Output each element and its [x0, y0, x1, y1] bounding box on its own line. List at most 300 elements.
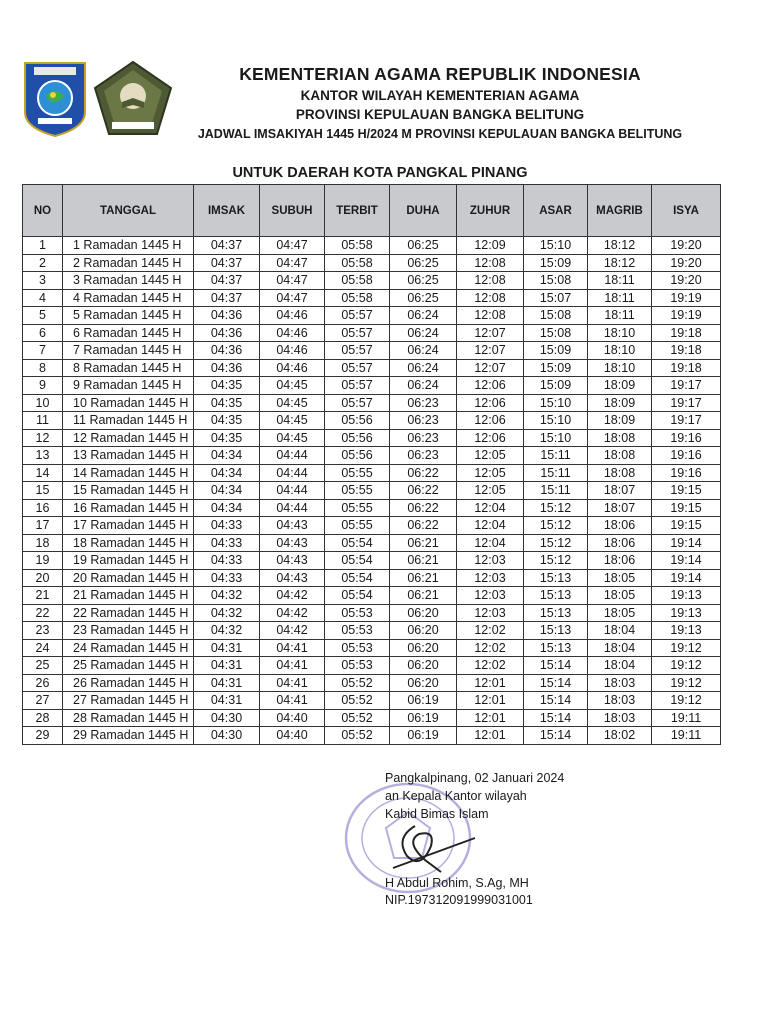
cell-imsak: 04:31: [194, 639, 260, 657]
cell-subuh: 04:44: [260, 447, 325, 465]
cell-tanggal: 8 Ramadan 1445 H: [63, 359, 194, 377]
cell-duha: 06:19: [390, 727, 457, 745]
cell-magrib: 18:09: [588, 412, 652, 430]
cell-tanggal: 6 Ramadan 1445 H: [63, 324, 194, 342]
cell-terbit: 05:53: [325, 639, 390, 657]
cell-no: 26: [23, 674, 63, 692]
cell-subuh: 04:42: [260, 622, 325, 640]
cell-no: 25: [23, 657, 63, 675]
cell-duha: 06:25: [390, 289, 457, 307]
cell-isya: 19:17: [652, 394, 721, 412]
cell-zuhur: 12:01: [457, 674, 524, 692]
cell-duha: 06:24: [390, 377, 457, 395]
cell-subuh: 04:43: [260, 517, 325, 535]
cell-magrib: 18:11: [588, 272, 652, 290]
cell-asar: 15:08: [524, 307, 588, 325]
cell-asar: 15:09: [524, 254, 588, 272]
cell-isya: 19:12: [652, 639, 721, 657]
cell-no: 27: [23, 692, 63, 710]
cell-terbit: 05:55: [325, 482, 390, 500]
cell-magrib: 18:04: [588, 657, 652, 675]
cell-zuhur: 12:04: [457, 499, 524, 517]
cell-isya: 19:13: [652, 604, 721, 622]
cell-isya: 19:20: [652, 272, 721, 290]
cell-tanggal: 2 Ramadan 1445 H: [63, 254, 194, 272]
cell-isya: 19:17: [652, 377, 721, 395]
cell-asar: 15:10: [524, 237, 588, 255]
cell-no: 17: [23, 517, 63, 535]
cell-duha: 06:20: [390, 657, 457, 675]
cell-asar: 15:12: [524, 552, 588, 570]
cell-imsak: 04:36: [194, 342, 260, 360]
cell-subuh: 04:43: [260, 552, 325, 570]
cell-duha: 06:23: [390, 447, 457, 465]
cell-no: 7: [23, 342, 63, 360]
cell-no: 22: [23, 604, 63, 622]
cell-tanggal: 13 Ramadan 1445 H: [63, 447, 194, 465]
cell-imsak: 04:35: [194, 377, 260, 395]
cell-duha: 06:21: [390, 587, 457, 605]
cell-no: 12: [23, 429, 63, 447]
cell-asar: 15:07: [524, 289, 588, 307]
cell-subuh: 04:47: [260, 237, 325, 255]
cell-zuhur: 12:03: [457, 552, 524, 570]
cell-subuh: 04:41: [260, 674, 325, 692]
cell-terbit: 05:57: [325, 342, 390, 360]
cell-duha: 06:21: [390, 552, 457, 570]
cell-duha: 06:20: [390, 674, 457, 692]
cell-no: 4: [23, 289, 63, 307]
cell-isya: 19:13: [652, 622, 721, 640]
cell-tanggal: 11 Ramadan 1445 H: [63, 412, 194, 430]
cell-tanggal: 27 Ramadan 1445 H: [63, 692, 194, 710]
cell-magrib: 18:06: [588, 552, 652, 570]
table-row: [23, 412, 721, 430]
cell-magrib: 18:08: [588, 464, 652, 482]
cell-no: 19: [23, 552, 63, 570]
cell-imsak: 04:32: [194, 604, 260, 622]
cell-duha: 06:19: [390, 709, 457, 727]
table-row: [23, 534, 721, 552]
cell-zuhur: 12:07: [457, 342, 524, 360]
cell-asar: 15:10: [524, 394, 588, 412]
on-behalf-line: an Kepala Kantor wilayah: [385, 789, 527, 803]
cell-subuh: 04:44: [260, 499, 325, 517]
cell-subuh: 04:47: [260, 289, 325, 307]
cell-magrib: 18:03: [588, 674, 652, 692]
cell-asar: 15:13: [524, 639, 588, 657]
cell-no: 29: [23, 727, 63, 745]
cell-isya: 19:16: [652, 447, 721, 465]
cell-imsak: 04:36: [194, 307, 260, 325]
cell-subuh: 04:41: [260, 639, 325, 657]
cell-duha: 06:23: [390, 429, 457, 447]
cell-magrib: 18:08: [588, 429, 652, 447]
cell-tanggal: 16 Ramadan 1445 H: [63, 499, 194, 517]
table-row: [23, 622, 721, 640]
cell-no: 3: [23, 272, 63, 290]
table-row: [23, 272, 721, 290]
cell-tanggal: 7 Ramadan 1445 H: [63, 342, 194, 360]
cell-magrib: 18:10: [588, 324, 652, 342]
cell-zuhur: 12:02: [457, 639, 524, 657]
cell-tanggal: 4 Ramadan 1445 H: [63, 289, 194, 307]
cell-terbit: 05:52: [325, 727, 390, 745]
cell-zuhur: 12:04: [457, 534, 524, 552]
cell-asar: 15:12: [524, 499, 588, 517]
cell-zuhur: 12:08: [457, 254, 524, 272]
cell-asar: 15:13: [524, 569, 588, 587]
cell-no: 2: [23, 254, 63, 272]
cell-isya: 19:18: [652, 342, 721, 360]
table-header-row: [23, 185, 721, 237]
table-row: [23, 517, 721, 535]
cell-zuhur: 12:06: [457, 394, 524, 412]
cell-isya: 19:20: [652, 254, 721, 272]
cell-imsak: 04:37: [194, 289, 260, 307]
cell-subuh: 04:45: [260, 412, 325, 430]
cell-asar: 15:12: [524, 517, 588, 535]
cell-subuh: 04:46: [260, 324, 325, 342]
cell-duha: 06:22: [390, 499, 457, 517]
signature: [385, 816, 485, 874]
cell-asar: 15:13: [524, 604, 588, 622]
cell-isya: 19:18: [652, 324, 721, 342]
schedule-title: JADWAL IMSAKIYAH 1445 H/2024 M PROVINSI KEPULAUAN BANGKA BELITUNG: [197, 127, 683, 141]
cell-magrib: 18:05: [588, 587, 652, 605]
cell-zuhur: 12:07: [457, 324, 524, 342]
cell-imsak: 04:32: [194, 622, 260, 640]
table-row: [23, 254, 721, 272]
cell-magrib: 18:05: [588, 604, 652, 622]
cell-isya: 19:14: [652, 534, 721, 552]
cell-tanggal: 12 Ramadan 1445 H: [63, 429, 194, 447]
cell-imsak: 04:33: [194, 552, 260, 570]
table-row: [23, 342, 721, 360]
cell-duha: 06:22: [390, 517, 457, 535]
cell-terbit: 05:57: [325, 394, 390, 412]
cell-magrib: 18:09: [588, 377, 652, 395]
cell-zuhur: 12:07: [457, 359, 524, 377]
cell-duha: 06:25: [390, 272, 457, 290]
cell-isya: 19:11: [652, 709, 721, 727]
cell-tanggal: 17 Ramadan 1445 H: [63, 517, 194, 535]
cell-isya: 19:13: [652, 587, 721, 605]
cell-no: 1: [23, 237, 63, 255]
cell-magrib: 18:03: [588, 692, 652, 710]
cell-tanggal: 9 Ramadan 1445 H: [63, 377, 194, 395]
cell-zuhur: 12:04: [457, 517, 524, 535]
cell-imsak: 04:35: [194, 412, 260, 430]
cell-imsak: 04:33: [194, 569, 260, 587]
table-row: [23, 709, 721, 727]
cell-imsak: 04:35: [194, 429, 260, 447]
signer-name: H Abdul Rohim, S.Ag, MH: [385, 876, 529, 890]
cell-terbit: 05:57: [325, 307, 390, 325]
cell-magrib: 18:02: [588, 727, 652, 745]
cell-magrib: 18:10: [588, 359, 652, 377]
cell-terbit: 05:57: [325, 359, 390, 377]
table-row: [23, 692, 721, 710]
cell-tanggal: 3 Ramadan 1445 H: [63, 272, 194, 290]
cell-duha: 06:20: [390, 639, 457, 657]
table-row: [23, 552, 721, 570]
table-row: [23, 289, 721, 307]
cell-zuhur: 12:06: [457, 429, 524, 447]
cell-zuhur: 12:02: [457, 657, 524, 675]
cell-imsak: 04:37: [194, 237, 260, 255]
table-row: [23, 307, 721, 325]
cell-subuh: 04:46: [260, 342, 325, 360]
cell-asar: 15:14: [524, 674, 588, 692]
cell-subuh: 04:45: [260, 377, 325, 395]
cell-terbit: 05:52: [325, 674, 390, 692]
cell-imsak: 04:31: [194, 657, 260, 675]
cell-isya: 19:12: [652, 674, 721, 692]
cell-asar: 15:11: [524, 464, 588, 482]
table-row: [23, 359, 721, 377]
table-row: [23, 377, 721, 395]
cell-imsak: 04:36: [194, 324, 260, 342]
cell-imsak: 04:30: [194, 727, 260, 745]
cell-zuhur: 12:02: [457, 622, 524, 640]
cell-imsak: 04:34: [194, 482, 260, 500]
cell-asar: 15:14: [524, 727, 588, 745]
cell-asar: 15:13: [524, 622, 588, 640]
cell-zuhur: 12:06: [457, 377, 524, 395]
cell-magrib: 18:07: [588, 499, 652, 517]
cell-terbit: 05:57: [325, 377, 390, 395]
cell-zuhur: 12:03: [457, 587, 524, 605]
cell-asar: 15:09: [524, 342, 588, 360]
cell-asar: 15:08: [524, 272, 588, 290]
cell-asar: 15:14: [524, 692, 588, 710]
cell-subuh: 04:42: [260, 587, 325, 605]
cell-magrib: 18:04: [588, 639, 652, 657]
cell-asar: 15:13: [524, 587, 588, 605]
cell-no: 28: [23, 709, 63, 727]
cell-zuhur: 12:08: [457, 289, 524, 307]
cell-subuh: 04:41: [260, 692, 325, 710]
table-row: [23, 464, 721, 482]
cell-duha: 06:20: [390, 604, 457, 622]
cell-tanggal: 24 Ramadan 1445 H: [63, 639, 194, 657]
cell-imsak: 04:34: [194, 499, 260, 517]
cell-magrib: 18:04: [588, 622, 652, 640]
cell-zuhur: 12:08: [457, 272, 524, 290]
cell-imsak: 04:30: [194, 709, 260, 727]
cell-terbit: 05:58: [325, 237, 390, 255]
signer-nip: NIP.197312091999031001: [385, 893, 533, 907]
cell-terbit: 05:56: [325, 447, 390, 465]
cell-terbit: 05:52: [325, 709, 390, 727]
cell-subuh: 04:43: [260, 569, 325, 587]
cell-zuhur: 12:01: [457, 727, 524, 745]
cell-duha: 06:21: [390, 569, 457, 587]
office-title: KANTOR WILAYAH KEMENTERIAN AGAMA: [300, 88, 580, 103]
cell-no: 9: [23, 377, 63, 395]
column-header-duha: DUHA: [390, 185, 457, 237]
cell-terbit: 05:56: [325, 412, 390, 430]
cell-isya: 19:12: [652, 692, 721, 710]
cell-no: 10: [23, 394, 63, 412]
cell-zuhur: 12:05: [457, 482, 524, 500]
cell-isya: 19:17: [652, 412, 721, 430]
cell-magrib: 18:12: [588, 254, 652, 272]
cell-magrib: 18:09: [588, 394, 652, 412]
cell-magrib: 18:10: [588, 342, 652, 360]
cell-terbit: 05:55: [325, 464, 390, 482]
cell-zuhur: 12:01: [457, 709, 524, 727]
cell-terbit: 05:54: [325, 552, 390, 570]
cell-duha: 06:24: [390, 359, 457, 377]
cell-terbit: 05:57: [325, 324, 390, 342]
cell-subuh: 04:40: [260, 727, 325, 745]
cell-subuh: 04:41: [260, 657, 325, 675]
cell-terbit: 05:53: [325, 604, 390, 622]
column-header-magrib: MAGRIB: [588, 185, 652, 237]
cell-imsak: 04:33: [194, 534, 260, 552]
cell-magrib: 18:11: [588, 289, 652, 307]
cell-terbit: 05:58: [325, 289, 390, 307]
cell-subuh: 04:42: [260, 604, 325, 622]
cell-magrib: 18:11: [588, 307, 652, 325]
table-row: [23, 569, 721, 587]
cell-isya: 19:14: [652, 552, 721, 570]
cell-zuhur: 12:03: [457, 569, 524, 587]
cell-no: 21: [23, 587, 63, 605]
table-row: [23, 727, 721, 745]
cell-magrib: 18:06: [588, 517, 652, 535]
cell-magrib: 18:12: [588, 237, 652, 255]
cell-imsak: 04:34: [194, 464, 260, 482]
table-row: [23, 604, 721, 622]
cell-terbit: 05:52: [325, 692, 390, 710]
cell-no: 18: [23, 534, 63, 552]
cell-imsak: 04:36: [194, 359, 260, 377]
cell-tanggal: 26 Ramadan 1445 H: [63, 674, 194, 692]
cell-imsak: 04:31: [194, 692, 260, 710]
cell-duha: 06:25: [390, 254, 457, 272]
cell-terbit: 05:56: [325, 429, 390, 447]
cell-imsak: 04:33: [194, 517, 260, 535]
cell-magrib: 18:05: [588, 569, 652, 587]
table-row: [23, 674, 721, 692]
cell-duha: 06:25: [390, 237, 457, 255]
cell-asar: 15:14: [524, 709, 588, 727]
cell-tanggal: 21 Ramadan 1445 H: [63, 587, 194, 605]
cell-isya: 19:15: [652, 482, 721, 500]
cell-no: 8: [23, 359, 63, 377]
cell-zuhur: 12:08: [457, 307, 524, 325]
cell-isya: 19:15: [652, 499, 721, 517]
cell-isya: 19:19: [652, 289, 721, 307]
cell-subuh: 04:44: [260, 464, 325, 482]
cell-subuh: 04:43: [260, 534, 325, 552]
region-subtitle: UNTUK DAERAH KOTA PANGKAL PINANG: [232, 165, 528, 181]
cell-isya: 19:16: [652, 429, 721, 447]
signer-position: Kabid Bimas Islam: [385, 807, 489, 821]
imsakiyah-table: [22, 184, 721, 745]
cell-terbit: 05:53: [325, 622, 390, 640]
cell-no: 11: [23, 412, 63, 430]
cell-zuhur: 12:01: [457, 692, 524, 710]
table-row: [23, 587, 721, 605]
cell-zuhur: 12:09: [457, 237, 524, 255]
cell-asar: 15:14: [524, 657, 588, 675]
cell-no: 16: [23, 499, 63, 517]
column-header-terbit: TERBIT: [325, 185, 390, 237]
cell-no: 14: [23, 464, 63, 482]
cell-isya: 19:14: [652, 569, 721, 587]
cell-isya: 19:18: [652, 359, 721, 377]
cell-duha: 06:22: [390, 464, 457, 482]
place-date: Pangkalpinang, 02 Januari 2024: [385, 771, 565, 785]
column-header-asar: ASAR: [524, 185, 588, 237]
cell-subuh: 04:45: [260, 394, 325, 412]
table-row: [23, 237, 721, 255]
cell-duha: 06:23: [390, 394, 457, 412]
cell-tanggal: 28 Ramadan 1445 H: [63, 709, 194, 727]
cell-no: 23: [23, 622, 63, 640]
cell-asar: 15:10: [524, 412, 588, 430]
cell-isya: 19:16: [652, 464, 721, 482]
cell-no: 20: [23, 569, 63, 587]
cell-duha: 06:21: [390, 534, 457, 552]
table-row: [23, 324, 721, 342]
cell-imsak: 04:37: [194, 254, 260, 272]
cell-subuh: 04:46: [260, 359, 325, 377]
cell-imsak: 04:32: [194, 587, 260, 605]
cell-magrib: 18:03: [588, 709, 652, 727]
cell-no: 24: [23, 639, 63, 657]
column-header-tanggal: TANGGAL: [63, 185, 194, 237]
cell-subuh: 04:45: [260, 429, 325, 447]
cell-tanggal: 22 Ramadan 1445 H: [63, 604, 194, 622]
cell-tanggal: 1 Ramadan 1445 H: [63, 237, 194, 255]
cell-asar: 15:12: [524, 534, 588, 552]
cell-zuhur: 12:05: [457, 447, 524, 465]
cell-asar: 15:09: [524, 359, 588, 377]
cell-isya: 19:15: [652, 517, 721, 535]
cell-isya: 19:11: [652, 727, 721, 745]
cell-terbit: 05:53: [325, 657, 390, 675]
table-row: [23, 499, 721, 517]
column-header-imsak: IMSAK: [194, 185, 260, 237]
cell-terbit: 05:55: [325, 517, 390, 535]
cell-tanggal: 15 Ramadan 1445 H: [63, 482, 194, 500]
cell-no: 15: [23, 482, 63, 500]
cell-terbit: 05:58: [325, 254, 390, 272]
cell-tanggal: 25 Ramadan 1445 H: [63, 657, 194, 675]
table-row: [23, 482, 721, 500]
cell-tanggal: 29 Ramadan 1445 H: [63, 727, 194, 745]
cell-subuh: 04:40: [260, 709, 325, 727]
table-row: [23, 394, 721, 412]
table-row: [23, 429, 721, 447]
cell-tanggal: 18 Ramadan 1445 H: [63, 534, 194, 552]
cell-tanggal: 23 Ramadan 1445 H: [63, 622, 194, 640]
cell-zuhur: 12:06: [457, 412, 524, 430]
cell-magrib: 18:06: [588, 534, 652, 552]
cell-no: 6: [23, 324, 63, 342]
table-row: [23, 657, 721, 675]
cell-terbit: 05:55: [325, 499, 390, 517]
cell-terbit: 05:54: [325, 587, 390, 605]
cell-asar: 15:08: [524, 324, 588, 342]
cell-subuh: 04:47: [260, 254, 325, 272]
cell-magrib: 18:08: [588, 447, 652, 465]
